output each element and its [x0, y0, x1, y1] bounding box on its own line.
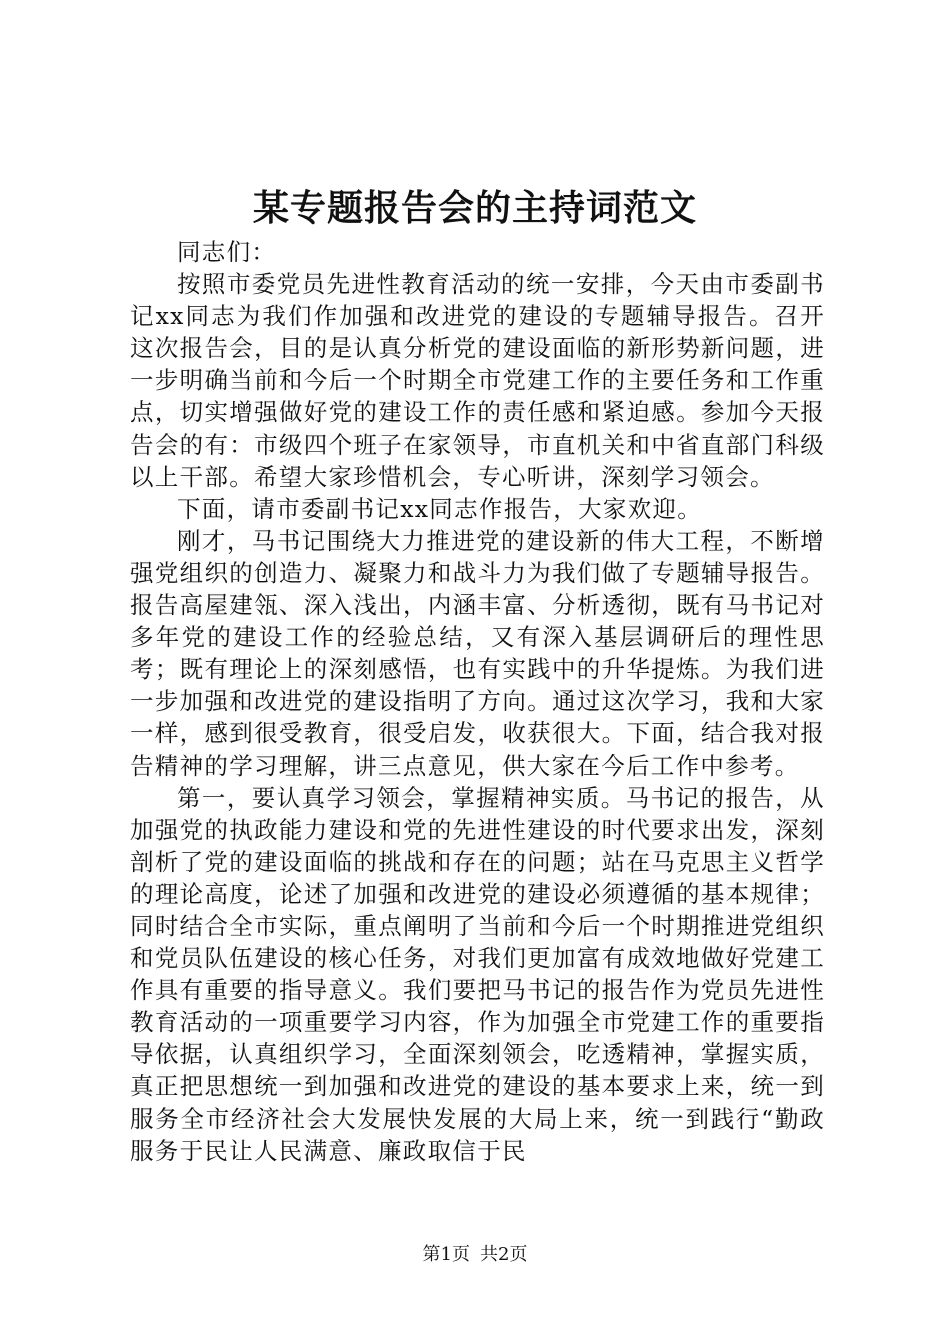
paragraph: 按照市委党员先进性教育活动的统一安排，今天由市委副书记xx同志为我们作加强和改进党的建设的专题辅导报告。召开这次报告会，目的是认真分析党的建设面临的新形势新问题，进一步明确当前和今后一个时期全市党建工作的主要任务和工作重点，切实增强做好党的建设工作的责任感和紧迫感。参加今天报告会的有：市级四个班子在家领导，市直机关和中省直部门科级以上干部。希望大家珍惜机会，专心听讲，深刻学习领会。	[130, 270, 825, 491]
page-total: 共2页	[480, 1244, 528, 1265]
document-title: 某专题报告会的主持词范文	[252, 187, 697, 229]
document-body	[130, 236, 825, 1167]
page-number: 第1页	[422, 1244, 470, 1265]
page-footer	[0, 1243, 950, 1267]
paragraph: 刚才，马书记围绕大力推进党的建设新的伟大工程，不断增强党组织的创造力、凝聚力和战斗力为我们做了专题辅导报告。报告高屋建瓴、深入浅出，内涵丰富、分析透彻，既有马书记对多年党的建设工作的经验总结，又有深入基层调研后的理性思考；既有理论上的深刻感悟，也有实践中的升华提炼。为我们进一步加强和改进党的建设指明了方向。通过这次学习，我和大家一样，感到很受教育，很受启发，收获很大。下面，结合我对报告精神的学习理解，讲三点意见，供大家在今后工作中参考。	[130, 526, 825, 780]
paragraph: 下面，请市委副书记xx同志作报告，大家欢迎。	[177, 494, 703, 523]
paragraph: 第一，要认真学习领会，掌握精神实质。马书记的报告，从加强党的执政能力建设和党的先进性建设的时代要求出发，深刻剖析了党的建设面临的挑战和存在的问题；站在马克思主义哲学的理论高度，论述了加强和改进党的建设必须遵循的基本规律；同时结合全市实际，重点阐明了当前和今后一个时期推进党组织和党员队伍建设的核心任务，对我们更加富有成效地做好党建工作具有重要的指导意义。我们要把马书记的报告作为党员先进性教育活动的一项重要学习内容，作为加强全市党建工作的重要指导依据，认真组织学习，全面深刻领会，吃透精神，掌握实质，真正把思想统一到加强和改进党的建设的基本要求上来，统一到服务全市经济社会大发展快发展的大局上来，统一到践行“勤政服务于民让人民满意、廉政取信于民	[130, 783, 825, 1165]
salutation: 同志们：	[177, 238, 277, 266]
